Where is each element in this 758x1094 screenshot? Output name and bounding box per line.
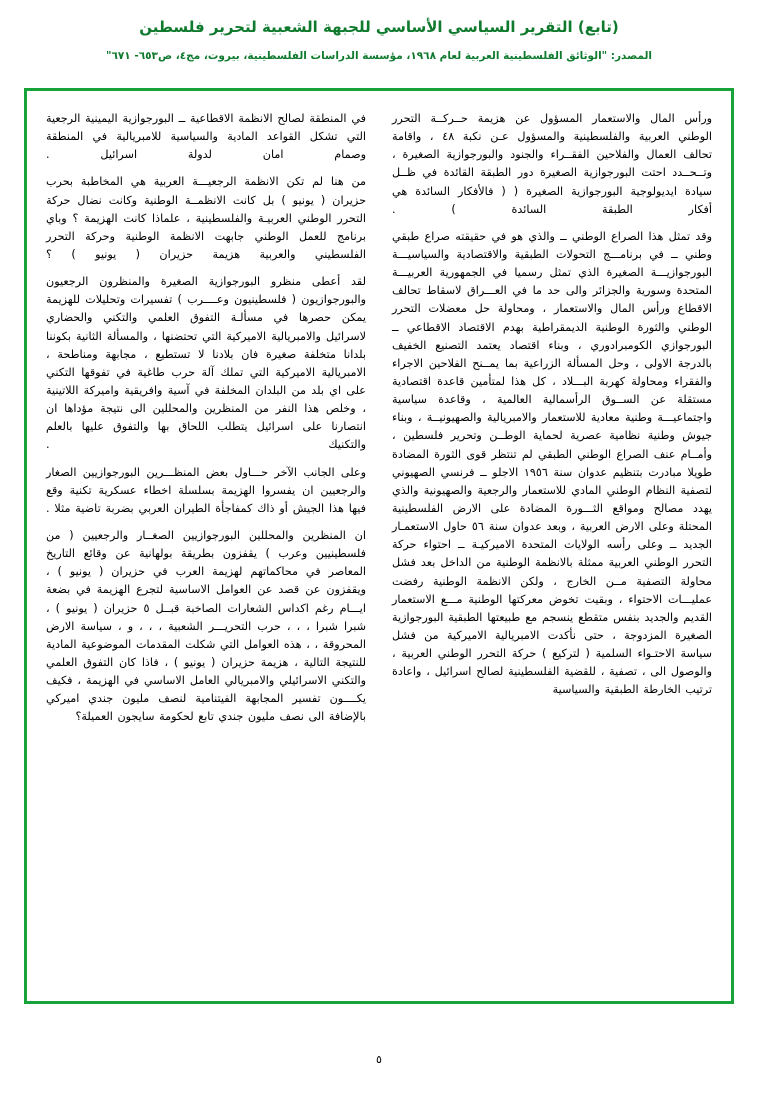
document-page — [0, 16, 758, 1094]
paragraph: من هنا لم تكن الانظمة الرجعيـــة العربية هي المخاطبة بحرب حزيران ( يونيو ) بل كانت الانظمــة الوطنية وكانت نضال حركة التحرر الوطني العربيـة والفلسطينية ، علماذا كانت الهزيمة ؟ وباي برنامج للعمل الوطني جابهت الانظمة الوطنية وحركة التحرر الفلسطيني والعربية هزيمة حزيران ( يونيو ) ؟ — [46, 175, 366, 261]
paragraph: ان المنظرين والمحللين البورجوازيين الصغــار والرجعيين ( من فلسطينيين وعرب ) يقفزون بطريقة بولهانية عن وقائع التاريخ المعاصر في محاكماتهم لهزيمة العرب في حزيران ( يونيو ) ، ويقفزون عن قصد عن العوامل الاساسية لتجرع الهزيمة في بضعة ايـــام رغم اكداس الشعارات الصاخبة قبــل ٥ حزيران ( يونيو ) ، شبرا شبرا ، ، ، حرب التحريـــر الشعبية ، ، ، و ، سياسة الارض المحروقة ، ، هذه العوامل التي شكلت المقدمات الموضوعية المادية للنتيجة التالية ، هزيمة حزيران ( يونيو ) ، فاذا كان التفوق العلمي والتكني الاسرائيلي والامبريالي العامل الاساسي في الهزيمة ، فكيف يكــــون تفسير المجابهة الفيتنامية لنصف مليون جندي اميركي بالإضافة الى نصف مليون جندي تابع لحكومة سايجون العميلة؟ — [46, 528, 367, 724]
paragraph: في المنطقة لصالح الانظمة الاقطاعية ــ البورجوازية اليمينية الرجعية التي تشكل القواعد المادية والسياسية للامبريالية في المنطقة وصمام امان لدولة اسرائيل . — [46, 112, 366, 162]
paragraph: لقد أعطى منظرو البورجوازية الصغيرة والمنظرون الرجعيون والبورجوازيون ( فلسطينيون وعــــرب ) تفسيرات وتحليلات للهزيمة يمكن حصرها في مسألـة التفوق العلمي والتكني والحضاري لاسرائيل والامبريالية الاميركية التي تحتضنها ، والمسألة الثانية بكوننا بلدانا متخلفة صغيرة فان بلادنا لا تستطيع ، مجابهة ومناطحة ، الامبريالية الاميركية التي تملك آلة حرب طاغية في تفوقها التكني على اي بلد من البلدان المخلفة في آسية وافريقية واميركة اللاتينية ، وخلص هذا النفر من المنظرين والمحللين الى نتيجة مؤداها ان انتصارنا على اسرائيل يتطلب اللحاق بها والتفوق عليها بالعلم والتكنيك . — [46, 275, 366, 452]
paragraph: وعلى الجانب الآخر حـــاول بعض المنظـــرين البورجوازيين الصغار والرجعيين ان يفسروا الهزيمة بسلسلة اخطاء عسكرية تكنية وقع فيها هذا الجيش أو ذاك كمفاجأة الطيران العربي بضربة تاضية مثلا . — [46, 465, 366, 515]
column-right — [392, 110, 712, 982]
paragraph: ورأس المال والاستعمار المسؤول عن هزيمة حــركــة التحرر الوطني العربية والفلسطينية والمسؤول عـن نكبة ٤٨ ، واقامة تحالف العمال والفلاحين الفقــراء والجنود والبورجوازية الصغيرة ، وتــحــدد احتت البورجوازية الصغيرة دور الطبقة القائدة في ظــل سيادة ايديولوجية البورجوازية الصغيرة ( ( فالأفكار السائدة هي أفكار الطبقة السائدة ) . — [392, 112, 712, 216]
paragraph: وقد تمثل هذا الصراع الوطني ــ والذي هو في حقيقته صراع طبقي وطني ــ في برنامـــج التحولات الطبقية والاقتصادية والسياسيـــة البورجوازيـــة الصغيرة الذي تمثل رسميا في الجمهورية العربيـــة المتحدة وسورية والجزائر والى حد ما في العـــراق لاسقاط تحالف الاقطاع ورأس المال والاستعمار ، ومحاولة حل معضلات التحرر الوطني والثورة الوطنية الديمقراطية بهدم الاقتصاد الاقطاعي ــ البورجوازي الكومبرادوري ، وبناء اقتصاد يعتمد التصنيع الخفيف بالدرجة الاولى ، وحل المسألة الزراعية بما يمــنح الفلاحين الاجراء والفقراء ومحاولة كهربة البـــلاد ، كل هذا لمتأمين قاعدة اقتصادية مستقلة عن الســوق الرأسمالية العالمية ، وقاعدة سياسية واجتماعيـــة وطنية معادية للاستعمار والامبريالية والصهيونيــة ، وبناء جيوش وطنية نظامية عصرية لحماية الوطــن وتحرير فلسطين ، وأمــام عنف الصراع الوطني الطبقي لم تنتظر قوى الثورة المضادة طويلا مبادرت بتنظيم عدوان سنة ١٩٥٦ الاجلو ــ فرنسي الصهيوني لتصفية النظام الوطني المادي للاستعمار والرجعية والصهيونية والذي يهدد مصالح ومواقع الثـــورة المضادة على الارض الفلسطينية المحتلة وعلى الارض العربية ، وبعد عدوان سنة ٥٦ حاول الاستعمـار الجديد ــ وعلى رأسه الولايات المتحدة الاميركيـة ــ احتواء حركة التحرر الوطني العربية ممثلة بالانظمة الوطنية من الداخل بعد فشل محاولة التصفية مــن الخارج ، ولكن الانظمة الوطنية رفضت عمليـــات الاحتواء ، وبقيت تخوض معركتها الوطنية مـــع الاستعمار القديم والجديد بنفس متقطع ينسجم مع طبيعتها الطبقية البورجوازية الصغيرة المزدوجة ، حتى نأكدت الامبريالية الاميركية من فشل سياسة الاحتـواء السلمية ( لتركيع ) حركة التحرر الوطني العربية ، والوصول الى ، تصفية ، للقضية الفلسطينية لصالح اسرائيل ، واعادة ترتيب الخارطة الطبقية والسياسية — [392, 229, 712, 697]
two-column-body — [46, 110, 712, 982]
page-number: ٥ — [376, 1053, 382, 1066]
document-source: المصدر: "الوثائق الفلسطينية العربية لعام ١٩٦٨، مؤسسة الدراسات الفلسطينية، بيروت، مج٤، ص٦٥٣- ٦٧١" — [105, 49, 653, 62]
page-title: (تابع) التقرير السياسي الأساسي للجبهة الشعبية لتحرير فلسطين — [139, 18, 619, 36]
column-left — [46, 110, 366, 982]
